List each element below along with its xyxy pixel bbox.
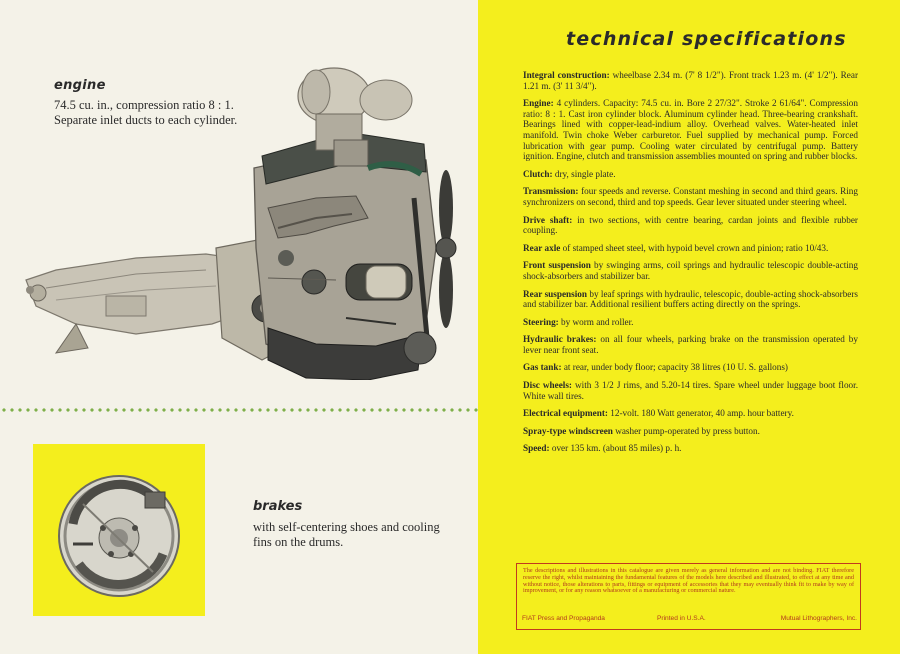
spec-item: Rear suspension by leaf springs with hydraulic, telescopic, double-acting shock-absorbers and stabilizer bar. Additional resilient buffers acting directly on the springs. bbox=[523, 288, 858, 310]
spec-item: Clutch: dry, single plate. bbox=[523, 168, 616, 179]
spec-item: Transmission: four speeds and reverse. Constant meshing in second and third gears. Ring synchronizers on second, third and top speeds. Gear lever situated under steering wheel. bbox=[523, 186, 858, 207]
specifications-title: technical specifications bbox=[566, 28, 847, 50]
engine-description: 74.5 cu. in., compression ratio 8 : 1. Separate inlet ducts to each cylinder. bbox=[54, 98, 238, 127]
brakes-heading: brakes bbox=[253, 499, 303, 514]
brakes-image-panel bbox=[33, 444, 205, 616]
spec-item: Steering: by worm and roller. bbox=[523, 316, 634, 327]
specifications-list bbox=[523, 70, 858, 461]
brakes-description: with self-centering shoes and cooling fins on the drums. bbox=[253, 520, 440, 549]
spec-item: Integral construction: wheelbase 2.34 m. (7' 8 1/2"). Front track 1.23 m. (4' 1/2"). Rear 1.21 m. (3' 11 3/4"). bbox=[523, 70, 859, 91]
disclaimer-text: The descriptions and illustrations in this catalogue are given merely as general information and are not binding. FIAT therefore reserve the right, whilst maintaining the fundamental features of the models here described and illustrated, to effect at any time and without notice, those alterations to parts, fittings or equipment of accessories that they may eventually think fit to make by way of improvement, or for any reason whatsoever of a manufacturing or commercial nature. bbox=[523, 567, 854, 595]
dotted-divider bbox=[0, 407, 478, 413]
spec-item: Hydraulic brakes: on all four wheels, parking brake on the transmission operated by lever near front seat. bbox=[523, 334, 858, 355]
spec-item: Engine: 4 cylinders. Capacity: 74.5 cu. in. Bore 2 27/32". Stroke 2 61/64". Compression ratio: 8 : 1. Cast iron cylinder block. Aluminum cylinder head. Three-bearing crankshaft. Bearings lined with copper-lead-indium alloy. Overhead valves. Water-heated inlet manifold. Twin choke Weber carburetor. Fuel supplied by mechanical pump. Forced lubrication with gear pump. Cooling water circulated by centrifugal pump. Battery ignition. Engine, clutch and transmission assemblies mounted on spring and rubber blocks. bbox=[523, 98, 858, 162]
spec-item: Front suspension by swinging arms, coil springs and hydraulic telescopic double-acting shock-absorbers and stabilizer bar. bbox=[523, 260, 858, 281]
engine-heading: engine bbox=[54, 78, 106, 93]
footer-printer: Mutual Lithographers, Inc. bbox=[780, 615, 857, 622]
spec-item: Speed: over 135 km. (about 85 miles) p. h. bbox=[523, 443, 682, 454]
spec-item: Rear axle of stamped sheet steel, with hypoid bevel crown and pinion; ratio 10/43. bbox=[523, 242, 829, 253]
spec-item: Drive shaft: in two sections, with centre bearing, cardan joints and flexible rubber coupling. bbox=[523, 214, 858, 236]
spec-item: Electrical equipment: 12-volt. 180 Watt generator, 40 amp. hour battery. bbox=[523, 408, 794, 419]
footer-printed: Printed in U.S.A. bbox=[657, 615, 706, 622]
footer-publisher: FIAT Press and Propaganda bbox=[522, 615, 605, 622]
spec-item: Spray-type windscreen washer pump-operated by press button. bbox=[523, 425, 760, 436]
spec-item: Disc wheels: with 3 1/2 J rims, and 5.20-14 tires. Spare wheel under luggage boot floor. White wall tires. bbox=[523, 380, 859, 401]
brake-drum-illustration bbox=[33, 444, 205, 616]
spec-item: Gas tank: at rear, under body floor; capacity 38 litres (10 U. S. gallons) bbox=[523, 362, 788, 373]
